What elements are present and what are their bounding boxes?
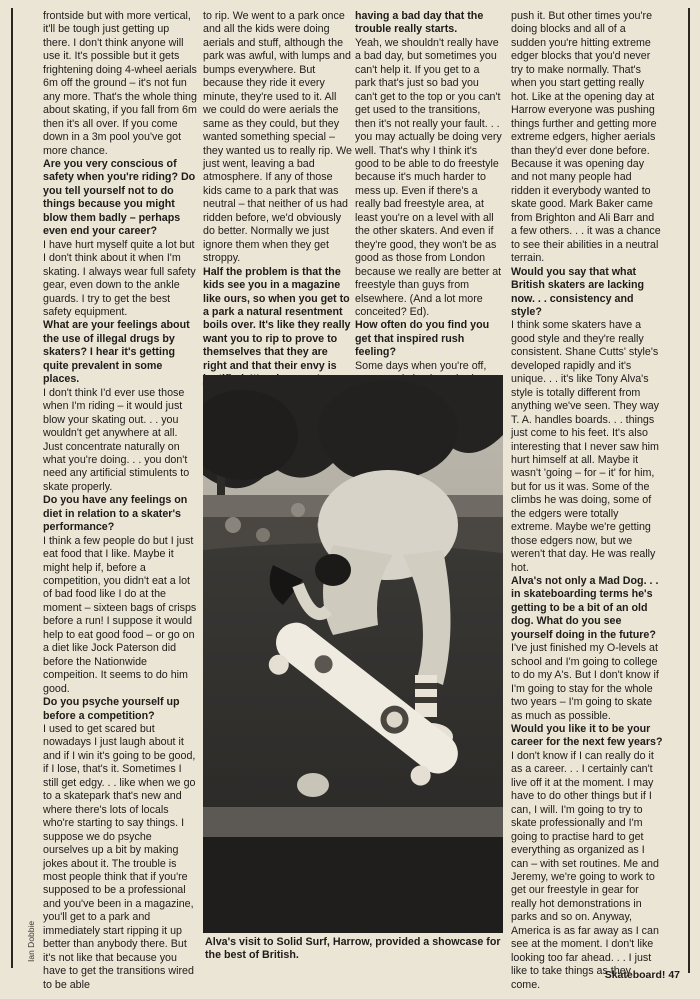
page-footer [605, 969, 680, 981]
interview-question: Half the problem is that the kids see you in a magazine like ours, so when you get to a park a natural resentment boils over. It's like they really want you to rip to prove to themselves that they are right and that their envy is [203, 265, 351, 372]
interview-answer: to rip. We went to a park once and all the kids were doing aerials and stuff, although the park was awful, with lumps and bumps everywhere. But because they ride it every minute, they're used to it. All we could do were aerials the same as they could, but they wanted something special – they wanted us to really rip. We just went, leaving a bad atmosphere. If any of those kids came to a park that was neutral – that neither of us had ridden before, we'd obviously do better. Normally we just ignore them when they get stroppy. [203, 10, 352, 265]
interview-answer: I think some skaters have a good style and they're really consistent. Shane Cutts' style's developed rapidly and it's unique. . . it's like Tony Alva's style is totally different from anything we've seen. They way T. A. handles boards. . . things just come to his feet. It's also interesting that I never saw him hurt himself at all. Maybe it wasn't 'going – for – it' for him, but for us it was. Some of the climbs he was doing, some of the edgers were totally extreme. Maybe we're getting those edgers now, but we weren't that day. He was really hot. [511, 319, 659, 574]
interview-question: Do you have any feelings on diet in relation to a skater's performance? [43, 494, 188, 534]
interview-question: having a bad day that the trouble really starts. [355, 10, 484, 36]
interview-question: Do you psyche yourself up before a competition? [43, 696, 180, 722]
interview-answer: I think a few people do but I just eat food that I like. Maybe it might help if, before a competition, you didn't eat a lot of bad food like I do at the moment – sixteen bags of crisps before a run! I suppose it would help to eat good food – or go on a diet like Jock Paterson did before the Nationwide compeition. It seems to do him good. [43, 534, 197, 695]
interview-question: Are you very conscious of safety when you're riding? Do you tell yourself not to do things because you might blow them badly – perhaps even end your career? [43, 157, 196, 238]
interview-question: How often do you find you get that inspired rush feeling? [355, 319, 490, 359]
interview-answer: I have hurt myself quite a lot but I don't think about it when I'm skating. I always wear full safety gear, even down to the ankle guards. I try to get the best safety equipment. [43, 238, 196, 318]
magazine-name: Skateboard! [604, 969, 666, 981]
text-column-1 [43, 10, 198, 992]
interview-answer: push it. But other times you're doing blocks and all of a sudden you're hitting extreme edger blocks that you'd never try to make normally. That's when you start getting really hot. Like at the opening day at Harrow everyone was pushing things further and getting more extreme edgers, higher aerials than they'd ever done before. Because it was opening day and not many people had ridden it everybody wanted to skate good. Mark Baker came from Brighton and Ali Barr and a few others. . . it was a chance to see their abilities in a neutral terrain. [511, 10, 661, 265]
interview-answer: I don't think I'd ever use those when I'm riding – it would just blow your skating out. . . you wouldn't get anywhere at all. Just concentrate naturally on what you're doing. . . you don't need any artificial stimulents to skate properly. [43, 386, 190, 493]
interview-answer: Some days when you're off, [355, 359, 487, 372]
text-column-4 [511, 10, 663, 992]
photo-credit: Ian Dobbie [26, 920, 36, 962]
skateboarder-photo-illustration [203, 375, 503, 933]
interview-answer: Yeah, we shouldn't really have a bad day, but sometimes you can't help it. If you get to a park that's just so bad you can't get to the top or you can't get used to the transitions, then it's not really your fault. . . you may actually be doing very well. That's why I think it's good to be able to do freestyle because it's much harder to mess up. Even if there's a really bad freestyle area, at least you're on a level with all the other skaters. And even if they're good, they won't be as good as those from London because we really are better at freestyle than guys from elsewhere. (And a lot more conceited? Ed). [355, 36, 502, 318]
photo-caption: Alva's visit to Solid Surf, Harrow, provided a showcase for the best of British. [205, 936, 501, 962]
interview-question: Alva's not only a Mad Dog. . . in skateboarding terms he's getting to be a bit of an old dog. What do you see yourself doing in the future? [511, 575, 659, 641]
interview-answer: I've just finished my O-levels at school and I'm going to college to do my A's. But I don't know if I'm going to stay for the whole two years – I'm going to skate as much as possible. [511, 642, 659, 722]
right-margin-rule [688, 8, 690, 973]
interview-answer: frontside but with more vertical, it'll be tough just getting up there. I don't think anyone will use it. It's possible but it gets frightening doing 4-wheel aerials 6m off the ground – it's not fun any more. That's the whole thing about skating, if you fall from 6m then it's all over. If you come down in a 3m pool you've got more chance. [43, 10, 197, 157]
left-margin-rule [11, 8, 13, 968]
interview-question: Would you like it to be your career for the next few years? [511, 723, 663, 749]
skateboarder-photo [203, 375, 503, 933]
interview-answer: I used to get scared but nowadays I just laugh about it and if I win it's going to be good, if I lose, that's it. Sometimes I still get edgy. . . like when we go to a skatepark that's new and where there's lots of locals who're starting to say things. I suppose we do psyche ourselves up a bit by making jokes about it. The trouble is most people think that if you're supposed to be a professional and you've been in a magazine, you'll get to a park and immediately start ripping it up better than anybody there. But it's not like that because you have to get the transitions wired to be able [43, 723, 196, 991]
text-column-3 [355, 10, 503, 400]
interview-question: What are your feelings about the use of illegal drugs by skaters? I hear it's getting quite prevalent in some places. [43, 319, 190, 386]
page-number: 47 [668, 969, 680, 981]
interview-question: Would you say that what British skaters are lacking now. . . consistency and style? [511, 265, 645, 318]
text-column-2 [203, 10, 352, 387]
interview-answer: I don't know if I can really do it as a career. . . I certainly can't live off it at the moment. I may have to do other things but if I can, I will. I'm going to try to skate professionally and I'm going to practise hard to get everything as organized as I can – with set routines. Me and Jeremy, we're going to work to get our freestyle in gear for really hot demonstrations in parks and so on. Anyway, America is as far away as I can see at the moment. I don't like looking too far ahead. . . I just like to take things as they come. [511, 749, 659, 991]
